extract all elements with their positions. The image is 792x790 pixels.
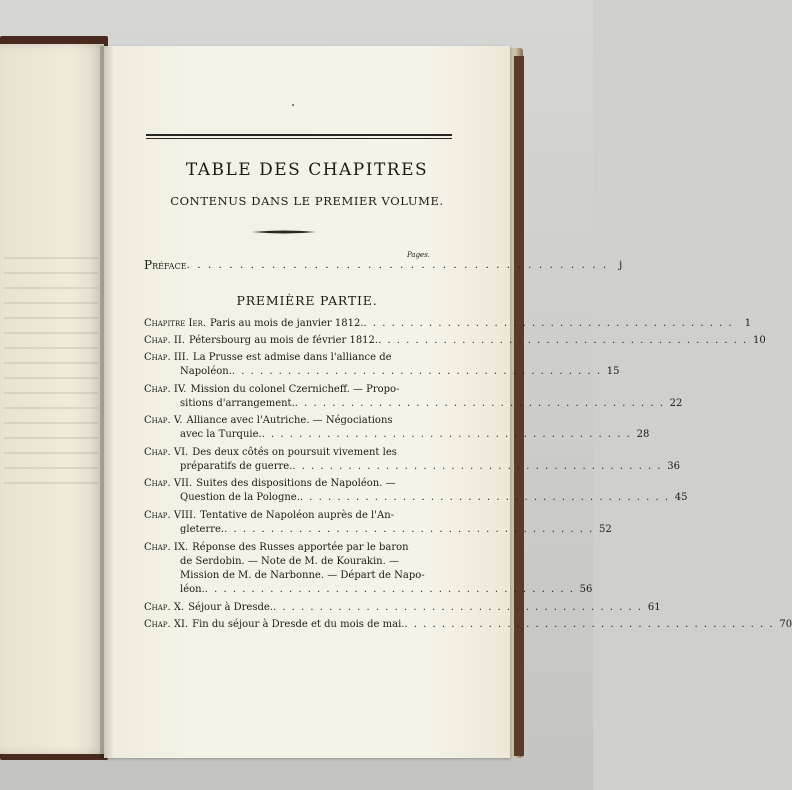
chapter-line (144, 477, 456, 491)
left-page (0, 44, 104, 754)
chapter-line (144, 397, 683, 411)
chapter-line (144, 365, 620, 379)
preface-page: j (618, 259, 623, 271)
chapter-title-text: Alliance avec l'Autriche. — Négociations (186, 415, 393, 427)
chapter-number: Chap. III. (144, 352, 189, 363)
chapter-line (144, 618, 792, 632)
chapter-entry (144, 618, 792, 632)
chapter-title-text: Napoléon. (180, 366, 232, 377)
chapter-title-text: Pétersbourg au mois de février 1812. (188, 335, 379, 346)
chapter-title-text: préparatifs de guerre. (180, 460, 293, 472)
leader-dots: . . . . . . . . . . . . . . . . . . . . . . . . . . . . . . . . . . . . . . . . (363, 318, 734, 329)
chapter-number: Chap. X. (144, 602, 185, 614)
chapter-page-number: 52 (599, 524, 612, 535)
chapter-title-text: Question de la Pologne. (180, 492, 300, 504)
chapter-line (144, 541, 456, 555)
chapter-entry (144, 383, 683, 411)
chapter-entry (144, 446, 680, 474)
chapter-line (144, 569, 456, 583)
chapter-page-number: 28 (636, 429, 650, 441)
chapter-entry (144, 351, 620, 379)
chapter-title-text: Tentative de Napoléon auprès de l'An- (200, 510, 395, 521)
chapter-page-number: 1 (744, 318, 752, 329)
chapter-line (144, 414, 456, 428)
leader-dots: . . . . . . . . . . . . . . . . . . . . . . . . . . . . . . . . . . . . . . . . (299, 492, 670, 504)
chapter-number: Chap. II. (144, 335, 185, 346)
double-rule (146, 134, 452, 139)
chapter-number: Chapitre Ier. (144, 318, 207, 329)
chapter-title-text: de Serdobin. — Note de M. de Kourakin. — (180, 555, 399, 567)
chapter-title-text: Mission du colonel Czernicheff. — Propo- (190, 383, 400, 395)
chapter-title-text: avec la Turquie. (180, 429, 262, 441)
leader-dots: . . . . . . . . . . . . . . . . . . . . . . . . . . . . . . . . . . . . . . . . (404, 619, 775, 631)
chapter-line (144, 583, 593, 597)
chapter-page-number: 70 (779, 619, 792, 631)
toc-page (104, 46, 792, 758)
ornament-rule (252, 229, 316, 235)
chapter-line (144, 428, 650, 442)
chapter-title-text: Fin du séjour à Dresde et du mois de mai. (192, 619, 405, 631)
page-speck (292, 104, 294, 106)
chapter-entry (144, 601, 661, 615)
chapter-entry (144, 509, 612, 537)
leader-dots: . . . . . . . . . . . . . . . . . . . . . . . . . . . . . . . . . . . . . . . . (186, 259, 609, 271)
chapter-line (144, 351, 456, 365)
chapter-line (144, 383, 456, 397)
chapter-title-text: Mission de M. de Narbonne. — Départ de Napo- (180, 569, 425, 581)
page-title: TABLE DES CHAPITRES (185, 160, 429, 180)
chapter-entry (144, 317, 752, 331)
chapter-line (144, 555, 456, 569)
chapter-entry (144, 414, 650, 442)
leader-dots: . . . . . . . . . . . . . . . . . . . . . . . . . . . . . . . . . . . . . . . . (378, 335, 748, 346)
chapter-number: Chap. IV. (144, 383, 187, 395)
chapter-number: Chap. XI. (144, 619, 189, 631)
chapter-entry (144, 334, 766, 348)
chapter-page-number: 22 (669, 397, 683, 409)
chapter-title-text: Suites des dispositions de Napoléon. — (196, 478, 396, 490)
chapter-title-text: Paris au mois de janvier 1812. (210, 318, 364, 329)
leader-dots: . . . . . . . . . . . . . . . . . . . . . . . . . . . . . . . . . . . . . . . . (292, 460, 662, 472)
chapter-number: Chap. VIII. (144, 510, 197, 521)
chapter-line (144, 491, 688, 505)
part-title: PREMIÈRE PARTIE. (236, 293, 378, 308)
chapter-page-number: 36 (667, 460, 680, 472)
gutter-shadow (100, 46, 114, 758)
chapter-title-text: gleterre. (180, 524, 225, 535)
chapter-page-number: 45 (674, 492, 688, 504)
chapter-number: Chap. IX. (144, 541, 189, 553)
pages-column-label: Pages. (407, 251, 431, 259)
chapter-page-number: 61 (647, 602, 661, 614)
chapter-line (144, 446, 456, 460)
leader-dots: . . . . . . . . . . . . . . . . . . . . . . . . . . . . . . . . . . . . . . . . (294, 397, 665, 409)
chapter-title-text: Des deux côtés on poursuit vivement les (192, 446, 397, 458)
chapter-title-text: Réponse des Russes apportée par le baron (192, 541, 409, 553)
leader-dots: . . . . . . . . . . . . . . . . . . . . . . . . . . . . . . . . . . . . . . . . (272, 602, 643, 614)
chapter-line (144, 460, 680, 474)
preface-label: Préface (144, 258, 187, 272)
chapter-line (144, 509, 456, 523)
chapter-number: Chap. VI. (144, 446, 189, 458)
leader-dots: . . . . . . . . . . . . . . . . . . . . . . . . . . . . . . . . . . . . . . . . (204, 583, 575, 595)
chapter-title-text: léon. (180, 583, 205, 595)
leader-dots: . . . . . . . . . . . . . . . . . . . . . . . . . . . . . . . . . . . . . . . . (231, 366, 602, 377)
preface-entry (144, 258, 623, 272)
chapter-page-number: 10 (752, 335, 766, 346)
chapter-line (144, 317, 752, 331)
chapter-line (144, 523, 612, 537)
chapter-entry (144, 477, 688, 505)
show-through-text (4, 244, 98, 497)
chapter-line (144, 601, 661, 615)
chapter-line (144, 334, 766, 348)
chapter-page-number: 56 (579, 583, 593, 595)
leader-dots: . . . . . . . . . . . . . . . . . . . . . . . . . . . . . . . . . . . . . . . . (224, 524, 594, 535)
chapter-title-text: Séjour à Dresde. (188, 602, 273, 614)
chapter-page-number: 15 (606, 366, 620, 377)
chapter-title-text: La Prusse est admise dans l'alliance de (192, 352, 392, 363)
leader-dots: . . . . . . . . . . . . . . . . . . . . . . . . . . . . . . . . . . . . . . . . (261, 429, 632, 441)
chapter-number: Chap. VII. (144, 478, 193, 490)
page-subtitle: CONTENUS DANS LE PREMIER VOLUME. (170, 194, 444, 208)
chapter-entry (144, 541, 593, 597)
chapter-title-text: sitions d'arrangement. (180, 397, 295, 409)
chapter-number: Chap. V. (144, 415, 183, 427)
